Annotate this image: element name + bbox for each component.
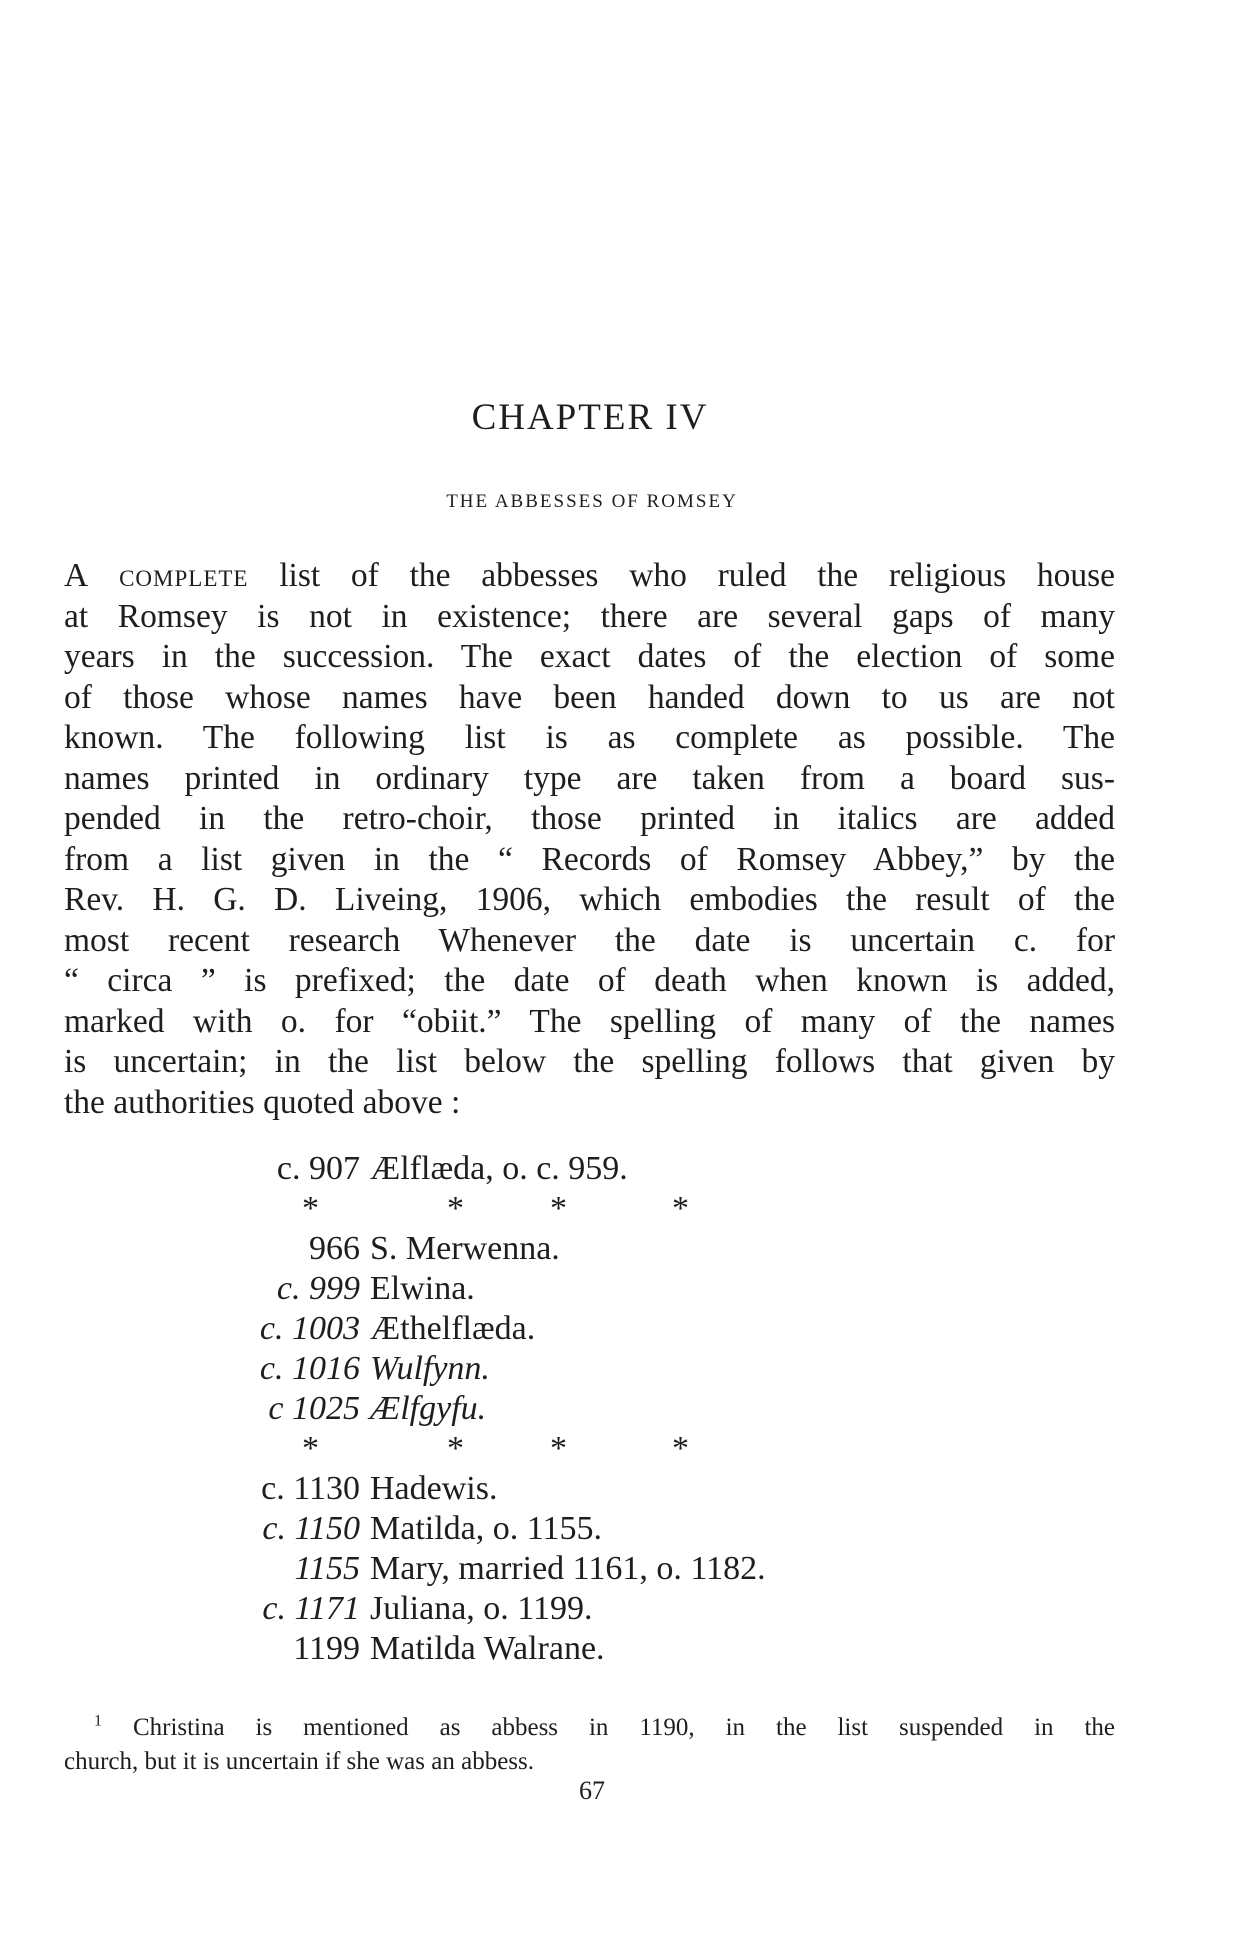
body-line: the authorities quoted above : bbox=[64, 1083, 461, 1121]
page-number: 67 bbox=[579, 1776, 605, 1805]
footnote-line: church, but it is uncertain if she was an abbess. bbox=[64, 1748, 535, 1775]
list-item bbox=[0, 1510, 1242, 1550]
list-date: c. 1171 bbox=[262, 1590, 360, 1627]
list-date: 1155 bbox=[294, 1550, 360, 1587]
list-item bbox=[0, 1390, 1242, 1430]
list-name: Hadewis. bbox=[370, 1470, 498, 1507]
list-name: Juliana, o. 1199. bbox=[370, 1590, 593, 1627]
asterisk: * bbox=[550, 1190, 567, 1227]
footnote-marker: 1 bbox=[94, 1712, 102, 1730]
list-item bbox=[0, 1150, 1242, 1190]
body-line: at Romsey is not in existence; there are several gaps of many bbox=[64, 597, 1115, 635]
list-date: c. 999 bbox=[276, 1270, 360, 1307]
asterism bbox=[0, 1430, 1242, 1470]
asterisk: * bbox=[302, 1190, 319, 1227]
list-item bbox=[0, 1470, 1242, 1510]
list-name: Æthelflæda. bbox=[370, 1310, 536, 1347]
list-date: 1199 bbox=[293, 1630, 360, 1667]
body-line: known. The following list is as complete as possible. The bbox=[64, 719, 1115, 756]
body-line: pended in the retro-choir, those printed in italics are added bbox=[64, 800, 1115, 837]
list-date: c. 907 bbox=[276, 1150, 360, 1187]
asterisk: * bbox=[447, 1430, 464, 1467]
body-line: marked with o. for “obiit.” The spelling of many of the names bbox=[64, 1002, 1115, 1040]
chapter-title: CHAPTER IV bbox=[471, 397, 709, 438]
list-item bbox=[0, 1630, 1242, 1670]
list-date: c 1025 bbox=[268, 1390, 360, 1427]
list-item bbox=[0, 1270, 1242, 1310]
body-line-text: list of the abbesses who ruled the religious house bbox=[248, 557, 1115, 594]
list-item bbox=[0, 1310, 1242, 1350]
list-date: c. 1016 bbox=[259, 1350, 360, 1387]
list-item bbox=[0, 1350, 1242, 1390]
list-name: Elwina. bbox=[370, 1270, 475, 1307]
body-line bbox=[64, 556, 1115, 597]
list-item bbox=[0, 1230, 1242, 1270]
list-name: Matilda, o. 1155. bbox=[370, 1510, 602, 1547]
body-line: most recent research Whenever the date is uncertain c. for bbox=[64, 921, 1115, 959]
list-date: c. 1130 bbox=[261, 1470, 360, 1507]
list-name: Wulfynn. bbox=[370, 1350, 490, 1387]
body-line: from a list given in the “ Records of Romsey Abbey,” by the bbox=[64, 840, 1115, 878]
list-name: Matilda Walrane. bbox=[370, 1630, 605, 1667]
body-line: of those whose names have been handed down to us are not bbox=[64, 678, 1115, 716]
list-item bbox=[0, 1550, 1242, 1590]
list-name: Ælflæda, o. c. 959. bbox=[370, 1150, 628, 1187]
list-date: 966 bbox=[309, 1230, 360, 1267]
body-line: is uncertain; in the list below the spelling follows that given by bbox=[64, 1043, 1115, 1080]
asterisk: * bbox=[672, 1190, 689, 1227]
list-name: Mary, married 1161, o. 1182. bbox=[370, 1550, 766, 1587]
list-date: c. 1003 bbox=[259, 1310, 360, 1347]
body-line: “ circa ” is prefixed; the date of death when known is added, bbox=[64, 962, 1115, 999]
footnote-text: Christina is mentioned as abbess in 1190, in the list suspended in the bbox=[132, 1714, 1115, 1741]
lead-words: A complete bbox=[64, 557, 249, 594]
body-line: names printed in ordinary type are taken from a board sus- bbox=[64, 759, 1115, 797]
footnote-line bbox=[64, 1711, 1115, 1745]
list-date: c. 1150 bbox=[262, 1510, 360, 1547]
list-item bbox=[0, 1590, 1242, 1630]
chapter-subtitle: THE ABBESSES OF ROMSEY bbox=[446, 491, 738, 512]
body-line: Rev. H. G. D. Liveing, 1906, which embodies the result of the bbox=[64, 881, 1115, 918]
body-paragraph bbox=[64, 556, 1115, 1123]
list-name: S. Merwenna. bbox=[370, 1230, 560, 1267]
asterisk: * bbox=[302, 1430, 319, 1467]
footnote bbox=[64, 1711, 1115, 1779]
asterisk: * bbox=[672, 1430, 689, 1467]
asterisk: * bbox=[447, 1190, 464, 1227]
asterisk: * bbox=[550, 1430, 567, 1467]
body-line: years in the succession. The exact dates of the election of some bbox=[64, 638, 1115, 675]
asterism bbox=[0, 1190, 1242, 1230]
list-name: Ælfgyfu. bbox=[370, 1390, 487, 1427]
